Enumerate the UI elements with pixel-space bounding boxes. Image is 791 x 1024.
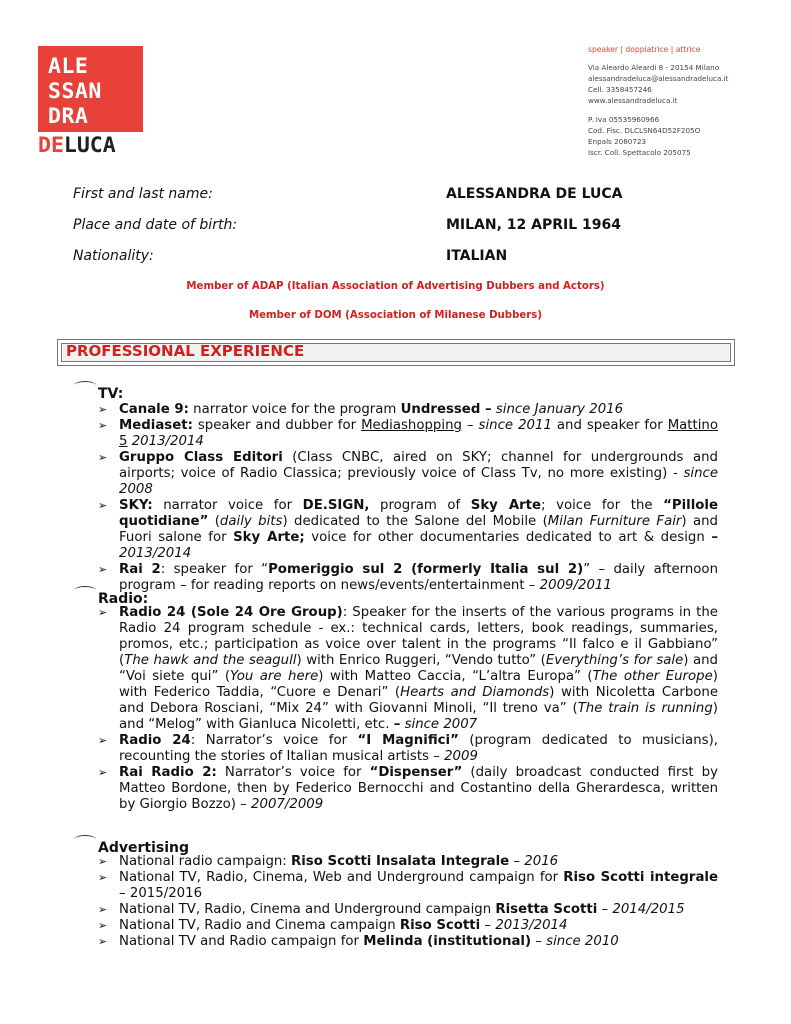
list-item-text: – [531, 934, 547, 949]
list-item [98, 934, 718, 950]
email[interactable]: alessandradeluca@alessandradeluca.it [588, 74, 729, 83]
radio-heading-text: Radio: [98, 591, 149, 607]
list-item-text: Sky Arte [470, 498, 542, 513]
list-item-text: daily bits [219, 514, 283, 529]
logo-surname-prefix: DE [38, 133, 64, 158]
logo-line-3: DRA [48, 104, 89, 129]
list-item-text: since 2011 [478, 418, 552, 433]
list-item-text: Gruppo Class Editori [119, 450, 283, 465]
list-item-text: Radio 24 (Sole 24 Ore Group) [119, 605, 343, 620]
list-item-text: – [461, 418, 479, 433]
list-item-text: National TV, Radio, Cinema and Underground campaign [119, 902, 496, 917]
list-item-text: narrator voice for the program [188, 402, 401, 417]
list-item-text: speaker and dubber for [192, 418, 362, 433]
fiscal-code: Cod. Fisc. DLCLSN64D52F205O [588, 126, 701, 135]
list-item-text: Everything’s for sale [545, 653, 684, 668]
list-item-text: : speaker for “ [160, 562, 269, 577]
list-item-text: ) dedicated to the Salone del Mobile ( [282, 514, 548, 529]
list-item-text: Canale 9: [119, 402, 189, 417]
logo-surname [38, 134, 143, 158]
list-item-text: – [480, 918, 496, 933]
birth-label: Place and date of birth: [73, 217, 238, 233]
contact-block [588, 44, 783, 158]
list-item [98, 918, 718, 934]
list-item-text: National TV, Radio, Cinema, Web and Underground campaign for [119, 870, 564, 885]
list-item-text: – [597, 902, 613, 917]
tv-list [98, 402, 718, 594]
list-item [98, 605, 718, 733]
list-item-text: The train is running [577, 701, 713, 716]
list-item-text: since 2008 [119, 466, 718, 497]
phone: Cell. 3358457246 [588, 85, 652, 94]
nationality-label: Nationality: [73, 248, 154, 264]
list-item-text: 2009/2011 [539, 578, 612, 593]
advertising-heading [74, 835, 189, 856]
logo-red-block [38, 46, 143, 132]
advertising-heading-text: Advertising [98, 840, 189, 856]
website[interactable]: www.alessandradeluca.it [588, 96, 678, 105]
list-item-text: SKY: [119, 498, 153, 513]
list-item-text: 2016 [524, 854, 559, 869]
enpals-number: Enpals 2080723 [588, 137, 647, 146]
name-label: First and last name: [73, 186, 213, 202]
list-item-text: – [711, 530, 718, 545]
section-header [57, 339, 735, 366]
birth-value: MILAN, 12 APRIL 1964 [446, 217, 622, 233]
name-row [73, 186, 723, 217]
list-item-text: 2013/2014 [495, 918, 568, 933]
list-item-text: Hearts and Diamonds [400, 685, 550, 700]
birth-row [73, 217, 723, 248]
list-item-text: 2009 [444, 749, 478, 764]
list-item-text: ) and Fuori salone for [119, 514, 718, 545]
list-item-text: Undressed – [400, 402, 492, 417]
logo-surname-rest: LUCA [63, 133, 116, 158]
nationality-value: ITALIAN [446, 248, 508, 264]
list-item-text: 2014/2015 [612, 902, 685, 917]
radio-heading [74, 586, 148, 607]
vat-number: P. Iva 05535960966 [588, 115, 660, 124]
list-item [98, 765, 718, 813]
list-item [98, 498, 718, 562]
list-item-text: Riso Scotti integrale [563, 870, 719, 885]
list-item-text: The other Europe [592, 669, 713, 684]
list-item [98, 450, 718, 498]
list-item-text: (Class CNBC, aired on SKY; channel for undergrounds and airports; voice of Radio Classica; previously voice of Class Tv, no more existing) - [119, 450, 718, 481]
list-item-text: DE.SIGN, [302, 498, 370, 513]
list-item-text: Rai 2 [119, 562, 161, 577]
nationality-row [73, 248, 723, 279]
list-item-text: Riso Scotti Insalata Integrale [291, 854, 510, 869]
list-item-text: Mattino 5 [119, 418, 718, 449]
list-item-text: Riso Scotti [399, 918, 481, 933]
advertising-list [98, 854, 718, 950]
list-item-text: You are here [230, 669, 319, 684]
membership-adap: Member of ADAP (Italian Association of Advertising Dubbers and Actors) [186, 281, 605, 292]
list-item-text: Mediaset: [119, 418, 193, 433]
list-item-text: narrator voice for [152, 498, 303, 513]
list-item [98, 562, 718, 594]
list-item [98, 418, 718, 450]
list-item-text: since January 2016 [491, 402, 624, 417]
list-item-text: : Narrator’s voice for [190, 733, 358, 748]
list-item-text: since 2010 [546, 934, 619, 949]
list-item-text: ; voice for the [541, 498, 664, 513]
arc-icon [74, 381, 96, 390]
list-item-text: “Dispenser” [369, 765, 463, 780]
list-item [98, 854, 718, 870]
list-item [98, 870, 718, 902]
list-item-text: – [393, 717, 401, 732]
radio-list [98, 605, 718, 813]
list-item-text: voice for other documentaries dedicated to art & design [304, 530, 712, 545]
list-item-text: Melinda (institutional) [363, 934, 532, 949]
registry-number: Iscr. Coll. Spettacolo 205075 [588, 148, 691, 157]
list-item-text: Rai Radio 2: [119, 765, 217, 780]
list-item-text: “Pillole quotidiane” [119, 498, 718, 529]
list-item-text: 2013/2014 [131, 434, 204, 449]
list-item-text: (daily broadcast conducted first by Matteo Bordone, then by Federico Bernocchi and Costantino della Gherardesca, written by Giorgio Bozzo) – [119, 765, 718, 812]
list-item-text: Risetta Scotti [495, 902, 598, 917]
logo-line-1: ALE [48, 54, 89, 79]
arc-icon [74, 835, 96, 844]
list-item-text: Milan Furniture Fair [547, 514, 682, 529]
arc-icon [74, 586, 96, 595]
list-item-text: – 2015/2016 [119, 886, 203, 901]
list-item-text: : Speaker for the inserts of the various programs in the Radio 24 program schedule - ex.: technical cards, letters, book readings, summaries, promos, etc.; participation as voice over talent in the programs “Il falco e il Gabbiano” ( [119, 605, 718, 668]
list-item-text: ” – daily afternoon program – for reading reports on news/events/entertainment – [119, 562, 718, 593]
list-item-text: ) and “Melog” with Gianluca Nicoletti, etc. [119, 701, 718, 732]
list-item-text: and speaker for [551, 418, 668, 433]
brand-logo [38, 46, 143, 158]
list-item-text: ) with Federico Taddia, “Cuore e Denari” ( [119, 669, 718, 700]
list-item-text: Narrator’s voice for [216, 765, 370, 780]
list-item-text: (program dedicated to musicians), recounting the stories of Italian musical artists – [119, 733, 718, 764]
list-item-text: Sky Arte; [233, 530, 305, 545]
list-item-text: ) with Matteo Caccia, “L’altra Europa” ( [318, 669, 593, 684]
list-item-text: ( [208, 514, 220, 529]
list-item [98, 402, 718, 418]
list-item-text: ) with Nicoletta Carbone and Debora Rosciani, “Mix 24” with Giovanni Minoli, “Il treno va” ( [119, 685, 718, 716]
list-item [98, 733, 718, 765]
list-item-text: National TV and Radio campaign for [119, 934, 364, 949]
personal-info [73, 186, 723, 279]
list-item-text: “I Magnifici” [357, 733, 459, 748]
list-item-text: ) with Enrico Ruggeri, “Vendo tutto” ( [296, 653, 546, 668]
list-item-text: Mediashopping [361, 418, 462, 433]
section-title: PROFESSIONAL EXPERIENCE [66, 342, 305, 360]
logo-line-2: SSAN [48, 79, 102, 104]
list-item-text: Radio 24 [119, 733, 191, 748]
list-item-text: Pomeriggio sul 2 (formerly Italia sul 2) [268, 562, 584, 577]
list-item-text: 2007/2009 [251, 797, 324, 812]
list-item-text: The hawk and the seagull [124, 653, 297, 668]
address: Via Aleardo Aleardi 8 - 20154 Milano [588, 63, 720, 72]
list-item [98, 902, 718, 918]
name-value: ALESSANDRA DE LUCA [446, 186, 623, 202]
tv-heading [74, 381, 123, 402]
list-item-text: 2013/2014 [119, 546, 192, 561]
tv-heading-text: TV: [98, 386, 124, 402]
list-item-text: program of [369, 498, 471, 513]
list-item-text: ) and “Voi siete qui” ( [119, 653, 718, 684]
roles-line: speaker | doppiatrice | attrice [588, 45, 701, 54]
list-item-text: since 2007 [400, 717, 478, 732]
list-item-text: National radio campaign: [119, 854, 292, 869]
list-item-text: – [509, 854, 525, 869]
list-item-text: National TV, Radio and Cinema campaign [119, 918, 400, 933]
membership-dom: Member of DOM (Association of Milanese Dubbers) [248, 310, 543, 321]
